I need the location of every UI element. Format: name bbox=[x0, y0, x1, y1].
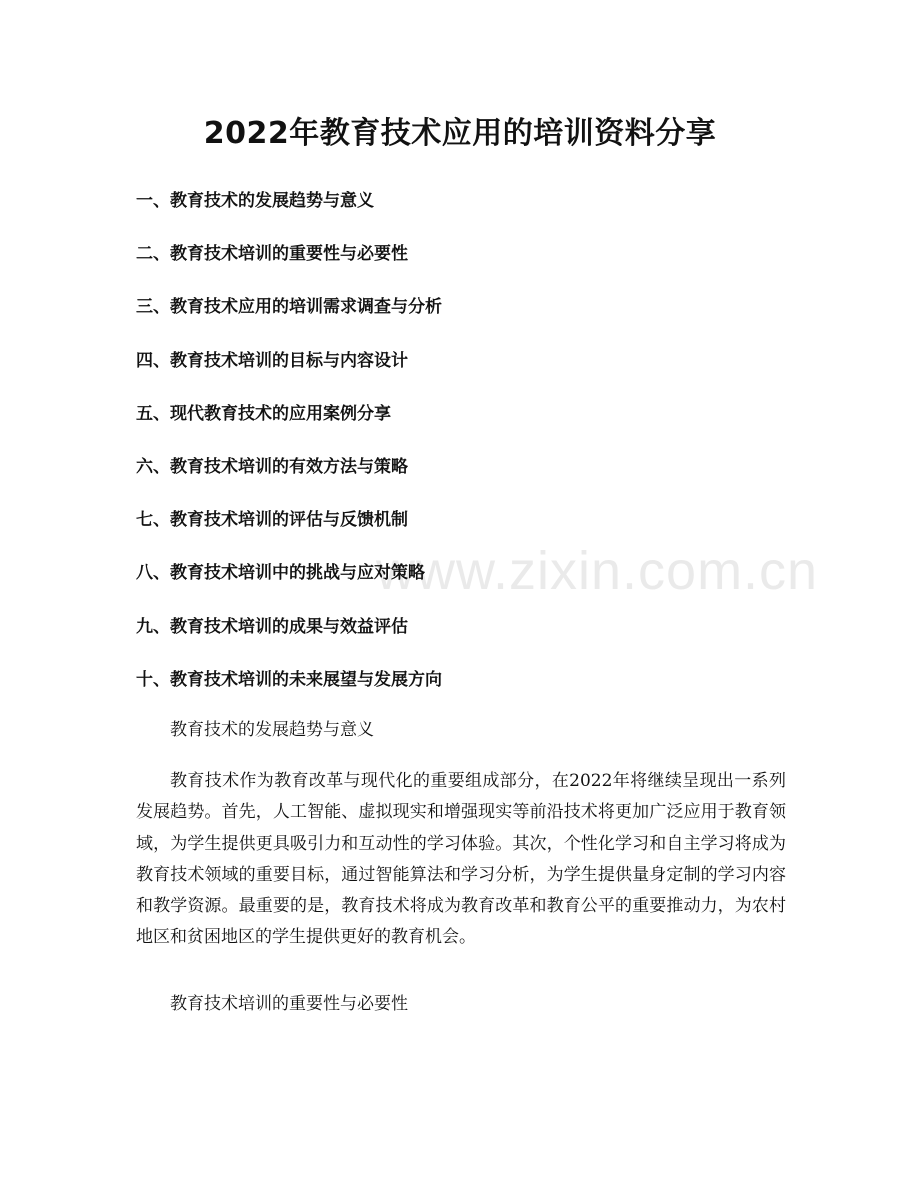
section-heading-2: 教育技术培训的重要性与必要性 bbox=[170, 994, 408, 1014]
table-of-contents bbox=[136, 188, 796, 720]
toc-item-4: 四、教育技术培训的目标与内容设计 bbox=[136, 350, 408, 371]
toc-item-5: 五、现代教育技术的应用案例分享 bbox=[136, 403, 391, 424]
toc-item-6: 六、教育技术培训的有效方法与策略 bbox=[136, 456, 408, 477]
toc-item-9: 九、教育技术培训的成果与效益评估 bbox=[136, 616, 408, 637]
toc-item-3: 三、教育技术应用的培训需求调查与分析 bbox=[136, 297, 442, 318]
toc-item-2: 二、教育技术培训的重要性与必要性 bbox=[136, 244, 408, 265]
toc-item-7: 七、教育技术培训的评估与反馈机制 bbox=[136, 510, 408, 531]
toc-item-10: 十、教育技术培训的未来展望与发展方向 bbox=[136, 669, 442, 690]
watermark: www.zixin.com.cn bbox=[376, 541, 819, 601]
toc-item-1: 一、教育技术的发展趋势与意义 bbox=[136, 191, 374, 211]
section-heading-1: 教育技术的发展趋势与意义 bbox=[170, 720, 374, 740]
section-paragraph-1: 教育技术作为教育改革与现代化的重要组成部分，在2022年将继续呈现出一系列发展趋势。首先，人工智能、虚拟现实和增强现实等前沿技术将更加广泛应用于教育领域，为学生提供更具吸引力和互动性的学习体验。其次，个性化学习和自主学习将成为教育技术领域的重要目标，通过智能算法和学习分析，为学生提供量身定制的学习内容和教学资源。最重要的是，教育技术将成为教育改革和教育公平的重要推动力，为农村地区和贫困地区的学生提供更好的教育机会。 bbox=[136, 771, 786, 948]
document-title: 2022年教育技术应用的培训资料分享 bbox=[203, 116, 717, 151]
toc-item-8: 八、教育技术培训中的挑战与应对策略 bbox=[136, 563, 425, 584]
